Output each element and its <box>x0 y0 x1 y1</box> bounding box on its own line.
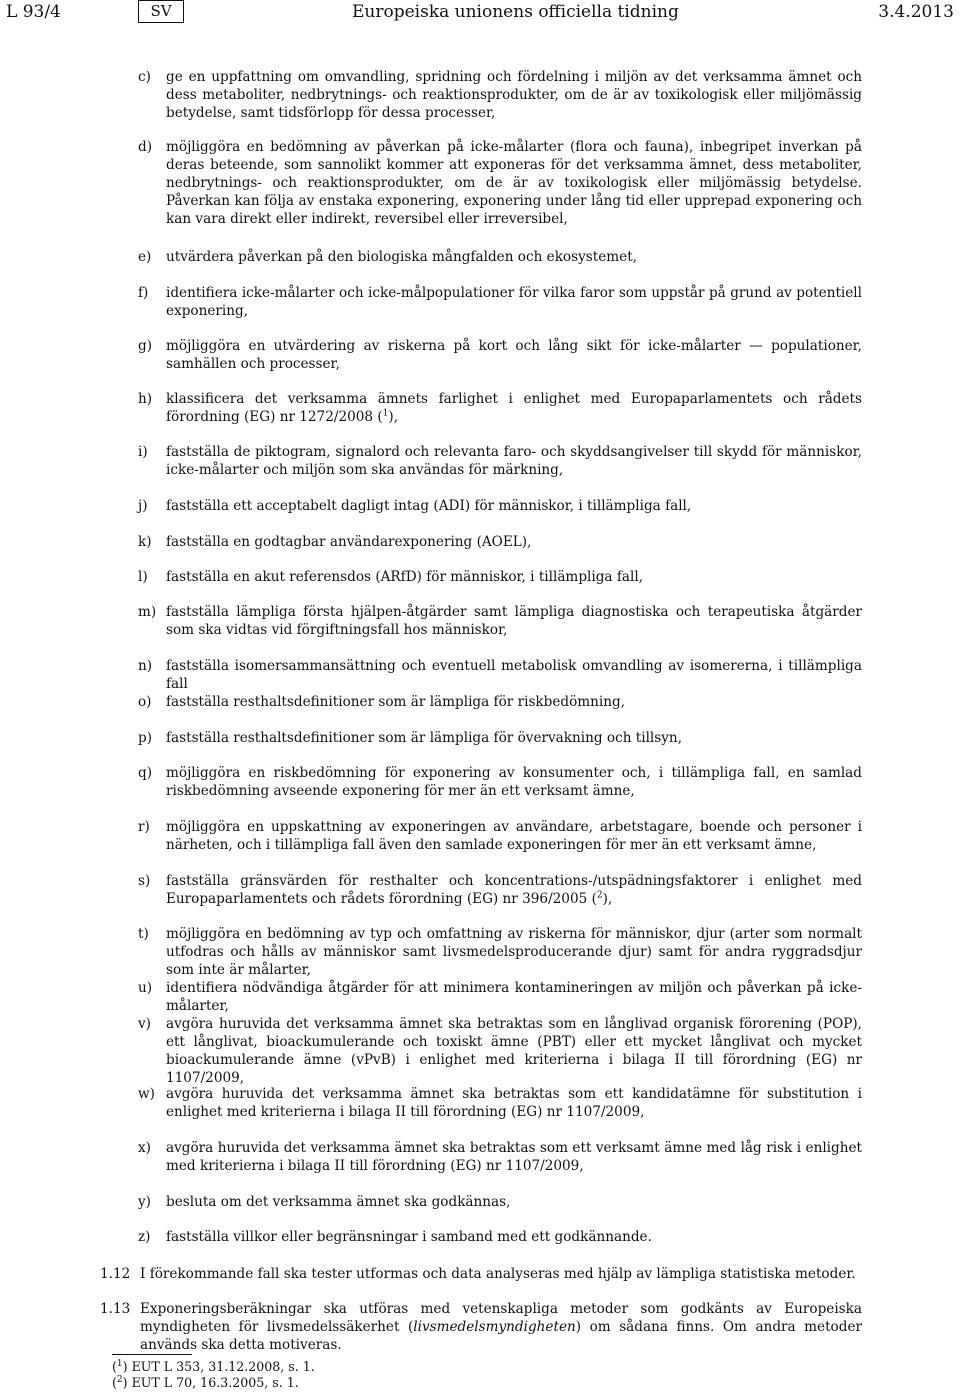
section-text <box>140 1300 862 1354</box>
item-label: l) <box>138 569 148 585</box>
journal-title: Europeiska unionens officiella tidning <box>352 2 679 22</box>
language-badge: SV <box>138 0 184 23</box>
item-text: fastställa resthaltsdefinitioner som är lämpliga för övervakning och tillsyn, <box>166 730 683 746</box>
item-text <box>166 390 862 426</box>
item-label: f) <box>138 285 149 301</box>
item-text: fastställa resthaltsdefinitioner som är lämpliga för riskbedömning, <box>166 694 626 710</box>
footnote-mark: 2 <box>116 1374 123 1385</box>
item-label: e) <box>138 249 152 265</box>
item-text: möjliggöra en uppskattning av exponeringen av användare, arbetstagare, boende och personer i närheten, och i tillämpliga fall även den samlade exponeringen för mer än ett verksamt ämne, <box>166 819 862 853</box>
item-label: k) <box>138 534 152 550</box>
section-text-after: ) om sådana finns. Om andra metoder används ska detta motiveras. <box>140 1319 862 1353</box>
item-text: fastställa en godtagbar användarexponering (AOEL), <box>166 534 532 550</box>
item-label: s) <box>138 873 151 889</box>
item-label: i) <box>138 444 148 460</box>
item-label: u) <box>138 980 153 996</box>
footnote-text: EUT L 70, 16.3.2005, s. 1. <box>131 1375 299 1390</box>
footnote-text: EUT L 353, 31.12.2008, s. 1. <box>131 1359 315 1374</box>
item-label: o) <box>138 694 152 710</box>
item-text: identifiera nödvändiga åtgärder för att minimera kontamineringen av miljön och påverkan på icke-målarter, <box>166 980 862 1014</box>
item-text: möjliggöra en bedömning av typ och omfattning av riskerna för människor, djur (arter som normalt utfodras och hålls av människor samt livsmedelsproducerande djur) samt för andra ryggradsdjur som inte är målarter, <box>166 926 862 978</box>
item-label: j) <box>138 498 148 514</box>
section-number: 1.13 <box>100 1301 131 1317</box>
footnote-ref: 2 <box>596 890 603 901</box>
item-text: avgöra huruvida det verksamma ämnet ska betraktas som ett verksamt ämne med låg risk i enlighet med kriterierna i bilaga II till förordning (EG) nr 1107/2009, <box>166 1140 862 1174</box>
item-text: fastställa ett acceptabelt dagligt intag (ADI) för människor, i tillämpliga fall, <box>166 498 692 514</box>
item-text-main: fastställa gränsvärden för resthalter och koncentrations-/utspädningsfaktorer i enlighet med Europaparlamentets och rådets förordning (EG) nr 396/2005 ( <box>166 873 862 907</box>
item-text-tail: ), <box>388 409 399 425</box>
item-text: möjliggöra en riskbedömning för exponering av konsumenter och, i tillämpliga fall, en samlad riskbedömning avseende exponering för mer än ett verksamt ämne, <box>166 765 862 799</box>
item-label: n) <box>138 658 153 674</box>
item-label: q) <box>138 765 153 781</box>
item-text: avgöra huruvida det verksamma ämnet ska betraktas som ett kandidatämne för substitution i enlighet med kriterierna i bilaga II till förordning (EG) nr 1107/2009, <box>166 1086 862 1120</box>
item-label: t) <box>138 926 149 942</box>
item-label: m) <box>138 604 157 620</box>
item-text: avgöra huruvida det verksamma ämnet ska betraktas som en långlivad organisk förorening (POP), ett långlivat, bioackumulerande och toxiskt ämne (PBT) eller ett mycket långlivat och mycket bioackumulerande ämne (vPvB) i enlighet med kriterierna i bilaga II till förordning (EG) nr 1107/2009, <box>166 1016 862 1086</box>
item-label: x) <box>138 1140 151 1156</box>
item-label: w) <box>138 1086 155 1102</box>
publication-date: 3.4.2013 <box>878 2 954 22</box>
item-label: d) <box>138 139 153 155</box>
item-text: fastställa en akut referensdos (ARfD) för människor, i tillämpliga fall, <box>166 569 644 585</box>
section-text: I förekommande fall ska tester utformas och data analyseras med hjälp av lämpliga statistiska metoder. <box>140 1266 856 1282</box>
page-reference: L 93/4 <box>6 2 61 22</box>
item-text-tail: ), <box>602 891 613 907</box>
item-text: identifiera icke-målarter och icke-målpopulationer för vilka faror som uppstår på grund av potentiell exponering, <box>166 285 862 319</box>
footnote-ref: 1 <box>382 408 389 419</box>
item-text: fastställa isomersammansättning och eventuell metabolisk omvandling av isomererna, i tillämpliga fall <box>166 658 862 692</box>
page-header <box>0 0 960 26</box>
item-text-main: klassificera det verksamma ämnets farlighet i enlighet med Europaparlamentets och rådets förordning (EG) nr 1272/2008 ( <box>166 391 862 425</box>
item-label: p) <box>138 730 153 746</box>
item-text: fastställa lämpliga första hjälpen-åtgärder samt lämpliga diagnostiska och terapeutiska åtgärder som ska vidtas vid förgiftningsfall hos människor, <box>166 604 862 638</box>
item-label: y) <box>138 1194 151 1210</box>
item-text: fastställa villkor eller begränsningar i samband med ett godkännande. <box>166 1229 652 1245</box>
footnote-1: ($^1$) EUT L 353, 31.12.2008, s. 1. <box>112 1358 315 1374</box>
item-label: c) <box>138 69 151 85</box>
item-label: v) <box>138 1016 151 1032</box>
section-text-before: Exponeringsberäkningar ska utföras med vetenskapliga metoder som godkänts av Europeiska myndigheten för livsmedelssäkerhet ( <box>140 1301 862 1335</box>
item-text: möjliggöra en bedömning av påverkan på icke-målarter (flora och fauna), inbegripet inverkan på deras beteende, som sannolikt kommer att exponeras för det verksamma ämnet, dess metaboliter, nedbrytnings- och reaktionsprodukter, om de är av toxikologisk eller miljömässig betydelse. Påverkan kan följa av enstaka exponering, exponering under lång tid eller upprepad exponering och kan vara direkt eller indirekt, reversibel eller irreversibel, <box>166 139 862 227</box>
item-label: h) <box>138 391 153 407</box>
section-text-italic: livsmedelsmyndigheten <box>413 1319 576 1335</box>
footnote-2: ($^2$) EUT L 70, 16.3.2005, s. 1. <box>112 1374 299 1390</box>
item-label: r) <box>138 819 150 835</box>
item-text: fastställa de piktogram, signalord och relevanta faro- och skyddsangivelser till skydd för människor, icke-målarter och miljön som ska användas för märkning, <box>166 444 862 478</box>
footnote-divider <box>112 1354 192 1355</box>
item-text: ge en uppfattning om omvandling, spridning och fördelning i miljön av det verksamma ämnet och dess metaboliter, nedbrytnings- och reaktionsprodukter, om de är av toxikologisk eller miljömässig betydelse, samt tidsförlopp för dessa processer, <box>166 69 862 121</box>
item-text: besluta om det verksamma ämnet ska godkännas, <box>166 1194 511 1210</box>
item-label: z) <box>138 1229 151 1245</box>
item-text: utvärdera påverkan på den biologiska mångfalden och ekosystemet, <box>166 249 637 265</box>
item-text <box>166 872 862 908</box>
item-label: g) <box>138 338 153 354</box>
item-text: möjliggöra en utvärdering av riskerna på kort och lång sikt för icke-målarter — populationer, samhällen och processer, <box>166 338 862 372</box>
section-number: 1.12 <box>100 1266 131 1282</box>
footnote-mark: 1 <box>116 1358 123 1369</box>
